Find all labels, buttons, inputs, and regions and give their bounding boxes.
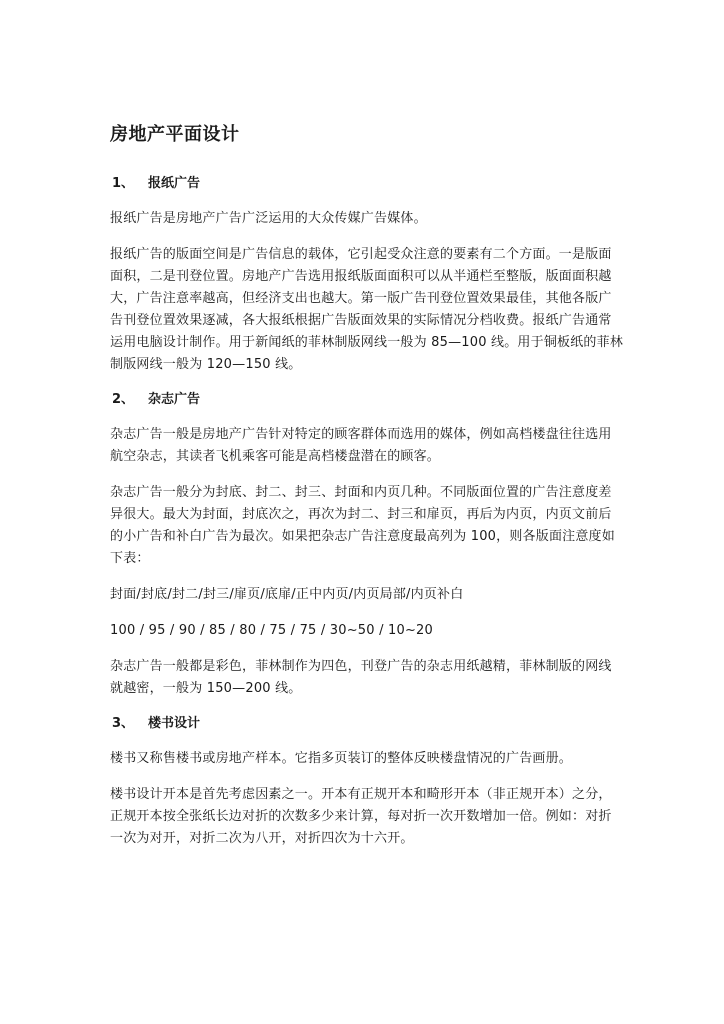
section-title: 报纸广告: [148, 176, 201, 191]
section-heading: [110, 390, 624, 410]
section-number: 2、: [112, 392, 135, 407]
paragraph: 杂志广告一般是房地产广告针对特定的顾客群体而选用的媒体，例如高档楼盘往往选用航空杂志，其读者飞机乘客可能是高档楼盘潜在的顾客。: [110, 427, 612, 464]
paragraph: 报纸广告是房地产广告广泛运用的大众传媒广告媒体。: [110, 211, 427, 226]
section-title: 楼书设计: [148, 716, 201, 731]
section-magazine-ads: [110, 390, 624, 700]
section-title: 杂志广告: [148, 392, 201, 407]
paragraph: 封面/封底/封二/封三/扉页/底扉/正中内页/内页局部/内页补白: [110, 587, 464, 602]
section-heading: [110, 174, 624, 194]
section-number: 1、: [112, 176, 135, 191]
paragraph: 楼书又称售楼书或房地产样本。它指多页装订的整体反映楼盘情况的广告画册。: [110, 751, 573, 766]
paragraph: 100 / 95 / 90 / 85 / 80 / 75 / 75 / 30~50 / 10~20: [110, 623, 433, 638]
section-heading: [110, 714, 624, 734]
paragraph: 杂志广告一般都是彩色，菲林制作为四色，刊登广告的杂志用纸越精，菲林制版的网线就越密，一般为 150—200 线。: [110, 659, 612, 696]
section-number: 3、: [112, 716, 135, 731]
paragraph: 杂志广告一般分为封底、封二、封三、封面和内页几种。不同版面位置的广告注意度差异很大。最大为封面，封底次之，再次为封二、封三和扉页，再后为内页，内页文前后的小广告和补白广告为最次。如果把杂志广告注意度最高列为 100，则各版面注意度如下表：: [110, 485, 615, 566]
paragraph: 楼书设计开本是首先考虑因素之一。开本有正规开本和畸形开本（非正规开本）之分，正规开本按全张纸长边对折的次数多少来计算，每对折一次开数增加一倍。例如：对折一次为对开，对折二次为八开，对折四次为十六开。: [110, 787, 612, 846]
section-brochure-design: [110, 714, 624, 850]
section-newspaper-ads: [110, 174, 624, 376]
document-title: 房地产平面设计: [110, 124, 240, 145]
paragraph: 报纸广告的版面空间是广告信息的载体，它引起受众注意的要素有二个方面。一是版面面积，二是刊登位置。房地产广告选用报纸版面面积可以从半通栏至整版，版面面积越大，广告注意率越高，但经济支出也越大。第一版广告刊登位置效果最佳，其他各版广告刊登位置效果逐减，各大报纸根据广告版面效果的实际情况分档收费。报纸广告通常运用电脑设计制作。用于新闻纸的菲林制版网线一般为 85—100 线。用于铜板纸的菲林制版网线一般为 120—150 线。: [110, 247, 624, 372]
